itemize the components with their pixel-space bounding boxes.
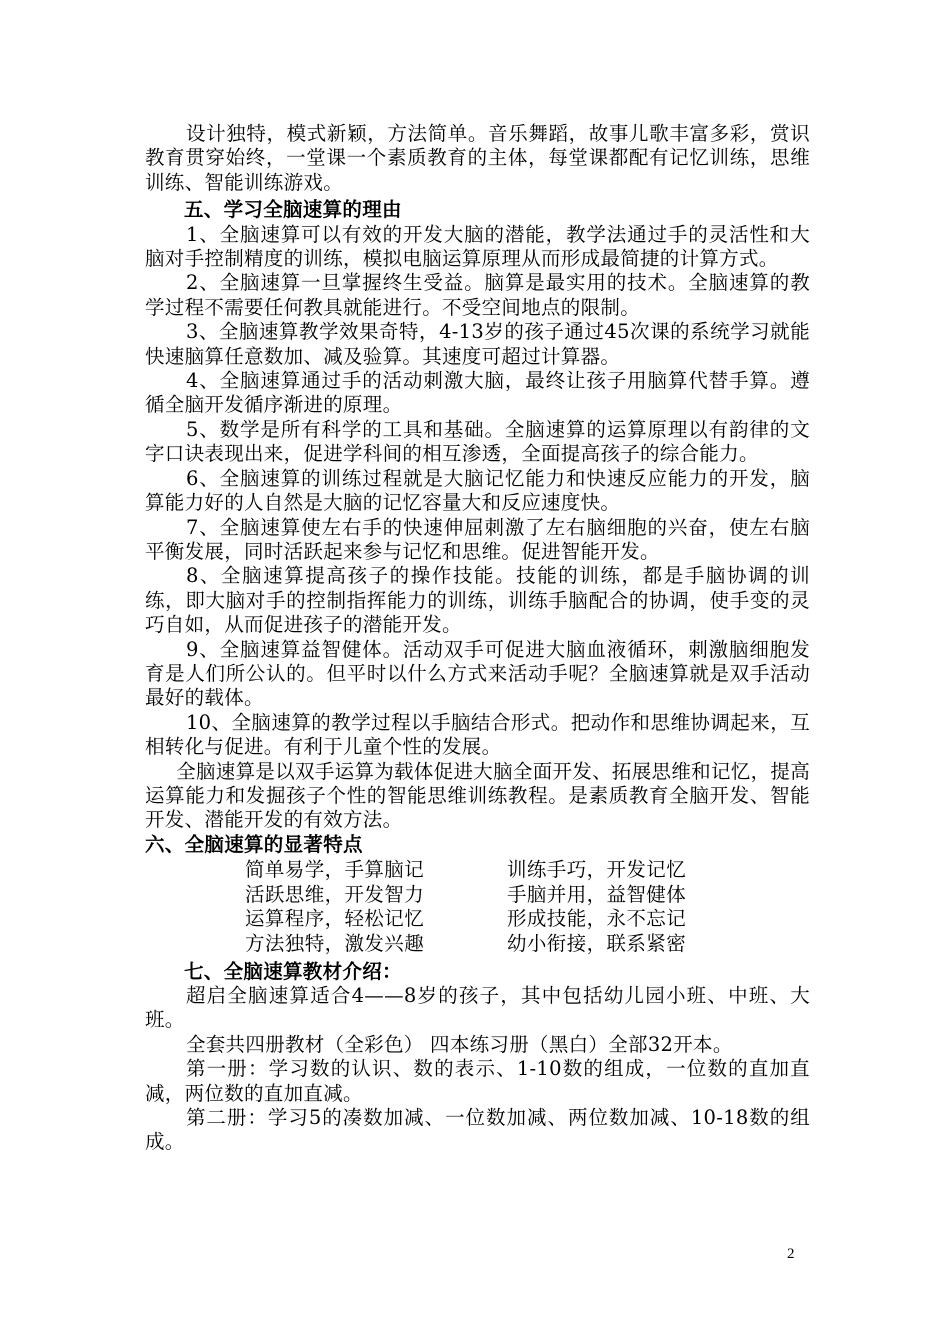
section-7-item: 全套共四册教材（全彩色） 四本练习册（黑白）全部32开本。	[185, 1032, 733, 1056]
intro-paragraph: 设计独特，模式新颖，方法简单。音乐舞蹈，故事儿歌丰富多彩，赏识教育贯穿始终，一堂课一个素质教育的主体，每堂课都配有记忆训练，思维训练、智能训练游戏。	[145, 122, 810, 194]
feature-row	[145, 932, 810, 957]
section-7-item: 第一册：学习数的认识、数的表示、1-10数的组成，一位数的直加直减，两位数的直加直减。	[145, 1057, 810, 1105]
section-5-item: 9、全脑速算益智健体。活动双手可促进大脑血液循环，刺激脑细胞发育是人们所公认的。但平时以什么方式来活动手呢？全脑速算就是双手活动最好的载体。	[145, 637, 810, 710]
section-5-item: 2、全脑速算一旦掌握终生受益。脑算是最实用的技术。全脑速算的教学过程不需要任何教具就能进行。不受空间地点的限制。	[145, 271, 810, 319]
features-list	[145, 858, 810, 956]
feature-row	[145, 907, 810, 932]
section-5-heading: 五、学习全脑速算的理由	[184, 198, 402, 222]
feature-right: 训练手巧，开发记忆	[507, 858, 687, 882]
feature-right: 幼小衔接，联系紧密	[507, 931, 687, 955]
section-5-summary: 全脑速算是以双手运算为载体促进大脑全面开发、拓展思维和记忆，提高运算能力和发掘孩子个性的智能思维训练教程。是素质教育全脑开发、智能开发、潜能开发的有效方法。	[145, 759, 810, 832]
document-body	[145, 122, 810, 1155]
section-5-item: 8、全脑速算提高孩子的操作技能。技能的训练，都是手脑协调的训练，即大脑对手的控制指挥能力的训练，训练手脑配合的协调，使手变的灵巧自如，从而促进孩子的潜能开发。	[145, 564, 810, 637]
section-5-item: 5、数学是所有科学的工具和基础。全脑速算的运算原理以有韵律的文字口诀表现出来，促进学科间的相互渗透，全面提高孩子的综合能力。	[145, 417, 810, 466]
section-7-item: 超启全脑速算适合4——8岁的孩子，其中包括幼儿园小班、中班、大班。	[145, 983, 810, 1032]
feature-row	[145, 883, 810, 908]
feature-row	[145, 858, 810, 883]
feature-left: 方法独特，激发兴趣	[245, 931, 425, 955]
section-7-heading: 七、全脑速算教材介绍：	[184, 959, 402, 983]
section-5-item: 10、全脑速算的教学过程以手脑结合形式。把动作和思维协调起来，互相转化与促进。有利于儿童个性的发展。	[145, 710, 810, 759]
section-5-item: 7、全脑速算使左右手的快速伸屈刺激了左右脑细胞的兴奋，使左右脑平衡发展，同时活跃起来参与记忆和思维。促进智能开发。	[145, 515, 810, 563]
feature-right: 手脑并用，益智健体	[507, 882, 687, 906]
section-5-item: 6、全脑速算的训练过程就是大脑记忆能力和快速反应能力的开发，脑算能力好的人自然是大脑的记忆容量大和反应速度快。	[145, 466, 810, 515]
feature-left: 活跃思维，开发智力	[245, 882, 425, 906]
feature-left: 运算程序，轻松记忆	[245, 907, 425, 931]
feature-right: 形成技能，永不忘记	[507, 907, 687, 931]
page-number: 2	[787, 1246, 795, 1262]
section-5-item: 3、全脑速算教学效果奇特，4-13岁的孩子通过45次课的系统学习就能快速脑算任意数加、减及验算。其速度可超过计算器。	[145, 320, 810, 368]
section-5-item: 1、全脑速算可以有效的开发大脑的潜能，教学法通过手的灵活性和大脑对手控制精度的训练，模拟电脑运算原理从而形成最简捷的计算方式。	[145, 222, 810, 271]
feature-left: 简单易学，手算脑记	[245, 858, 425, 882]
section-6-heading: 六、全脑速算的显著特点	[145, 832, 363, 856]
section-7-item: 第二册：学习5的凑数加减、一位数加减、两位数加减、10-18数的组成。	[145, 1106, 810, 1154]
section-5-item: 4、全脑速算通过手的活动刺激大脑，最终让孩子用脑算代替手算。遵循全脑开发循序渐进的原理。	[145, 369, 810, 417]
